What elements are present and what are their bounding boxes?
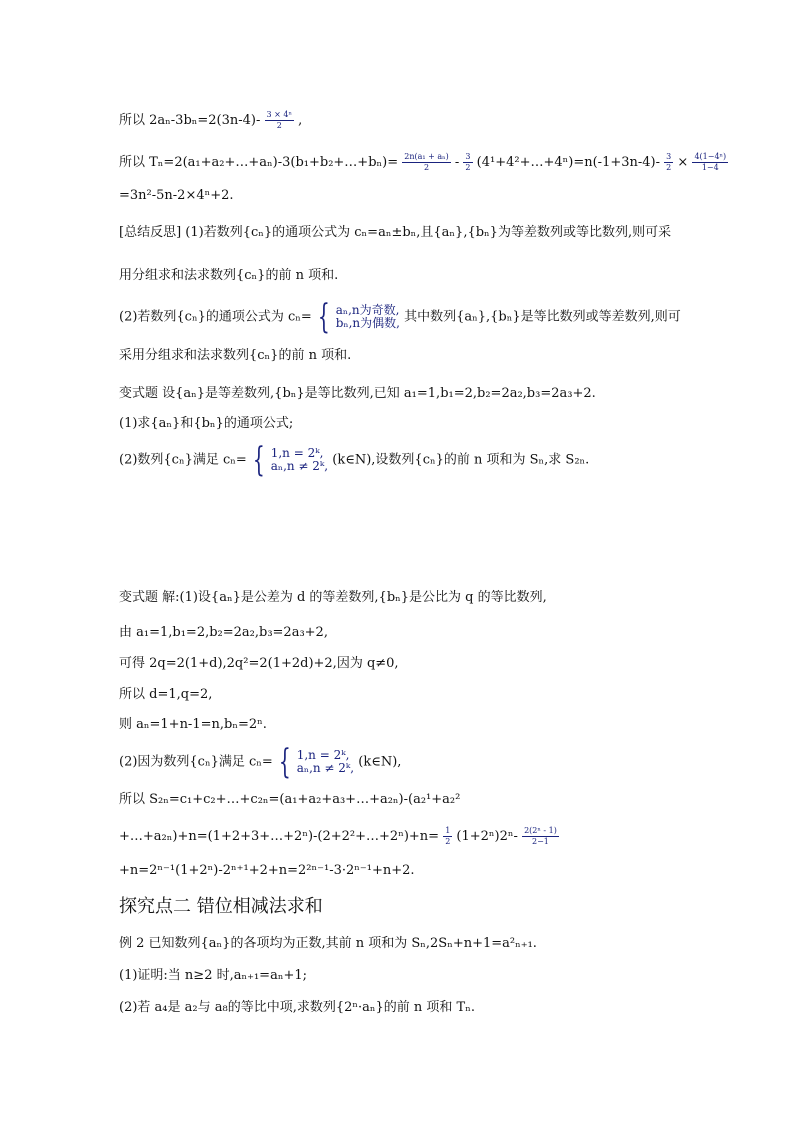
- equation-text: (1+2ⁿ)2ⁿ-: [456, 829, 518, 844]
- left-brace: {: [252, 440, 265, 480]
- fraction: [664, 152, 673, 173]
- equation-text: -: [454, 155, 460, 170]
- equation-text: 所以 2aₙ-3bₙ=2(3n-4)-: [119, 113, 261, 128]
- variant-part-2: [119, 440, 590, 480]
- solution-line-2: 由 a₁=1,b₁=2,b₂=2a₂,b₃=2a₃+2,: [119, 625, 328, 640]
- fraction-denominator: 1−4: [701, 163, 719, 172]
- piecewise-cases: [336, 304, 400, 330]
- fraction-denominator: 2: [465, 163, 471, 172]
- case-line: aₙ,n ≠ 2ᵏ,: [270, 459, 329, 473]
- summary-line-4: 采用分组求和法求数列{cₙ}的前 n 项和.: [119, 348, 352, 363]
- variant-problem: 变式题 设{aₙ}是等差数列,{bₙ}是等比数列,已知 a₁=1,b₁=2,b₂=2a₂,b₃=2a₃+2.: [119, 386, 596, 401]
- equation-text: (k∈N),设数列{cₙ}的前 n 项和为 Sₙ,求 S₂ₙ.: [332, 452, 590, 468]
- fraction-numerator: 3 × 4ⁿ: [266, 110, 292, 119]
- example-2-statement: 例 2 已知数列{aₙ}的各项均为正数,其前 n 项和为 Sₙ,2Sₙ+n+1=a²ₙ₊₁.: [119, 936, 537, 951]
- solution-line-9: +n=2ⁿ⁻¹(1+2ⁿ)-2ⁿ⁺¹+2+n=2²ⁿ⁻¹-3·2ⁿ⁻¹+n+2.: [119, 863, 415, 878]
- fraction: [692, 152, 728, 173]
- example-2-part-1: (1)证明:当 n≥2 时,aₙ₊₁=aₙ+1;: [119, 968, 307, 983]
- case-line: aₙ,n ≠ 2ᵏ,: [296, 761, 355, 775]
- equation-text: (2)因为数列{cₙ}满足 cₙ=: [119, 754, 273, 770]
- fraction-denominator: 2−1: [532, 837, 549, 846]
- line-3: =3n²-5n-2×4ⁿ+2.: [119, 188, 234, 203]
- equation-text: (2)若数列{cₙ}的通项公式为 cₙ=: [119, 309, 312, 325]
- case-line: 1,n = 2ᵏ,: [270, 446, 324, 460]
- equation-text: (2)数列{cₙ}满足 cₙ=: [119, 452, 247, 468]
- section-heading: 探究点二 错位相减法求和: [119, 896, 323, 917]
- fraction-numerator: 2(2ⁿ - 1): [524, 826, 557, 835]
- fraction-denominator: 2: [445, 837, 451, 846]
- fraction-numerator: 4(1−4ⁿ): [694, 152, 727, 161]
- fraction-denominator: 2: [423, 163, 430, 172]
- solution-line-5: 则 aₙ=1+n-1=n,bₙ=2ⁿ.: [119, 717, 267, 732]
- fraction-denominator: 2: [666, 163, 672, 172]
- case-line: 1,n = 2ᵏ,: [296, 748, 350, 762]
- piecewise-cases: [271, 447, 328, 473]
- solution-line-4: 所以 d=1,q=2,: [119, 687, 213, 702]
- line-1: [119, 110, 302, 131]
- equation-text: (4¹+4²+…+4ⁿ)=n(-1+3n-4)-: [476, 155, 661, 170]
- fraction-numerator: 3: [465, 152, 471, 161]
- solution-line-8: [119, 826, 559, 847]
- fraction-numerator: 2n(a₁ + aₙ): [404, 152, 449, 161]
- equation-text: (k∈N),: [358, 754, 402, 770]
- fraction: [463, 152, 472, 173]
- equation-text: 其中数列{aₙ},{bₙ}是等比数列或等差数列,则可: [404, 309, 681, 325]
- piecewise-cases: [297, 749, 354, 775]
- line-2: [119, 152, 728, 173]
- summary-line-1: [总结反思] (1)若数列{cₙ}的通项公式为 cₙ=aₙ±bₙ,且{aₙ},{bₙ}为等差数列或等比数列,则可采: [119, 225, 672, 240]
- fraction-numerator: 3: [666, 152, 672, 161]
- fraction: [265, 110, 294, 131]
- solution-line-1: 变式题 解:(1)设{aₙ}是公差为 d 的等差数列,{bₙ}是公比为 q 的等比数列,: [119, 590, 547, 605]
- summary-line-2: 用分组求和法求数列{cₙ}的前 n 项和.: [119, 268, 339, 283]
- fraction-numerator: 1: [445, 826, 451, 835]
- solution-line-3: 可得 2q=2(1+d),2q²=2(1+2d)+2,因为 q≠0,: [119, 656, 399, 671]
- left-brace: {: [278, 742, 291, 782]
- solution-line-6: [119, 742, 402, 782]
- equation-text: 所以 Tₙ=2(a₁+a₂+…+aₙ)-3(b₁+b₂+…+bₙ)=: [119, 155, 399, 170]
- case-line: bₙ,n为偶数,: [335, 316, 400, 330]
- fraction: [402, 152, 450, 173]
- fraction-denominator: 2: [276, 121, 282, 130]
- solution-line-7: 所以 S₂ₙ=c₁+c₂+…+c₂ₙ=(a₁+a₂+a₃+…+a₂ₙ)-(a₂¹+a₂²: [119, 792, 461, 807]
- example-2-part-2: (2)若 a₄是 a₂与 a₈的等比中项,求数列{2ⁿ·aₙ}的前 n 项和 Tₙ.: [119, 1000, 475, 1015]
- equation-text: ,: [298, 113, 303, 128]
- variant-part-1: (1)求{aₙ}和{bₙ}的通项公式;: [119, 416, 294, 431]
- fraction: [522, 826, 559, 847]
- summary-line-3: [119, 297, 681, 337]
- equation-text: +…+a₂ₙ)+n=(1+2+3+…+2ⁿ)-(2+2²+…+2ⁿ)+n=: [119, 829, 440, 844]
- left-brace: {: [317, 297, 330, 337]
- fraction: [443, 826, 452, 847]
- case-line: aₙ,n为奇数,: [335, 303, 400, 317]
- equation-text: ×: [677, 155, 689, 170]
